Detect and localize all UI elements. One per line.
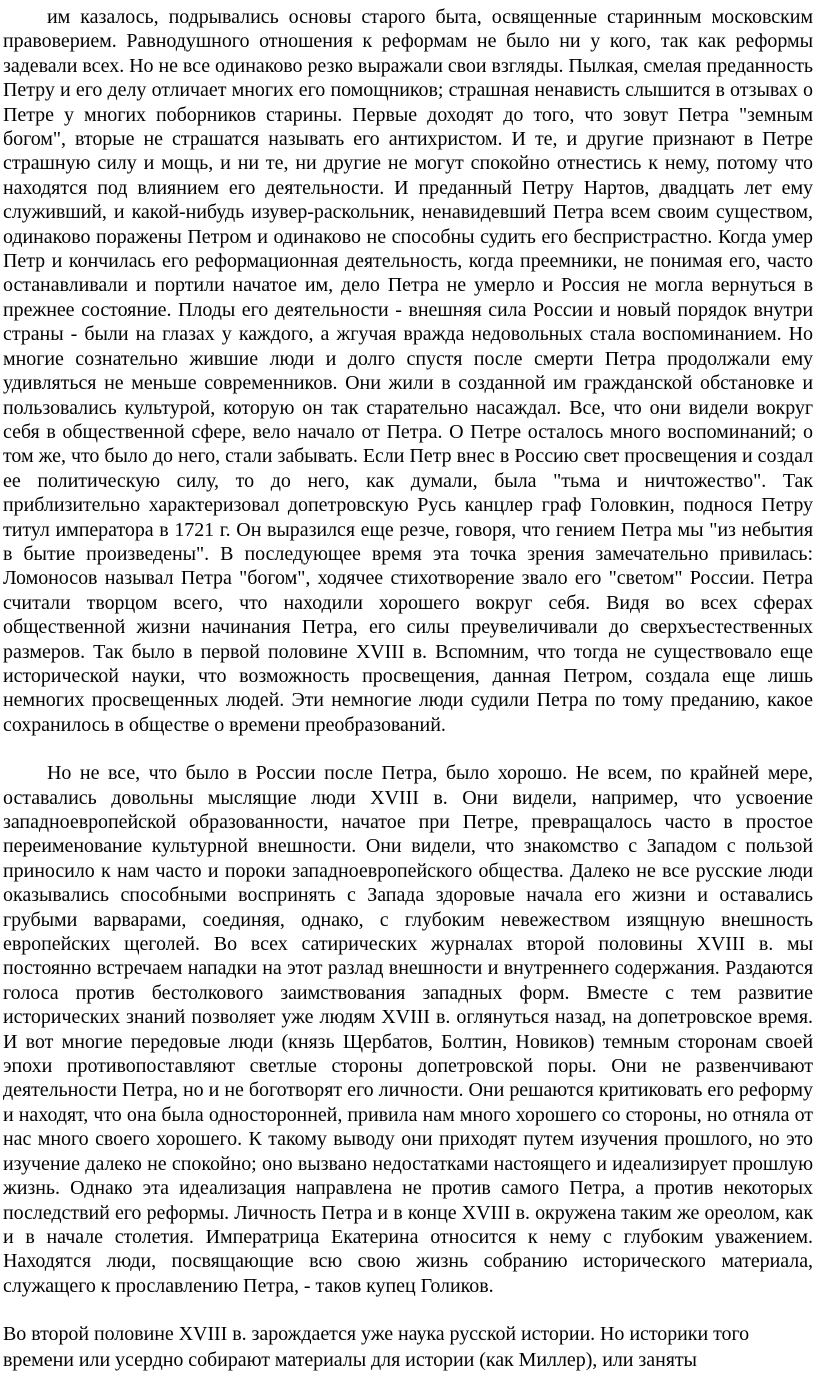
paragraph-1: им казалось, подрывались основы старого быта, освященные старинным московским правоверием. Равнодушного отношения к реформам не было ни у кого, так как реформы задевали всех. Но не все одинаково резко выражали свои взгляды. Пылкая, смелая преданность Петру и его делу отличает многих его помощников; страшная ненависть слышится в отзывах о Петре у многих поборников старины. Первые доходят до того, что зовут Петра "земным богом", вторые не страшатся называть его антихристом. И те, и другие признают в Петре страшную силу и мощь, и ни те, ни другие не могут спокойно отнестись к нему, потому что находятся под влиянием его деятельности. И преданный Петру Нартов, двадцать лет ему служивший, и какой-нибудь изувер-раскольник, ненавидевший Петра всем своим существом, одинаково поражены Петром и одинаково не способны судить его беспристрастно. Когда умер Петр и кончилась его реформационная деятельность, когда преемники, не понимая его, часто останавливали и портили начатое им, дело Петра не умерло и Россия не могла вернуться в прежнее состояние. Плоды его деятельности - внешняя сила России и новый порядок внутри страны - были на глазах у каждого, а жгучая вражда недовольных стала воспоминанием. Но многие сознательно жившие люди и долго спустя после смерти Петра продолжали ему удивляться не меньше современников. Они жили в созданной им гражданской обстановке и пользовались культурой, которую он так старательно насаждал. Все, что они видели вокруг себя в общественной сфере, вело начало от Петра. О Петре осталось много воспоминаний; о том же, что было до него, стали забывать. Если Петр внес в Россию свет просвещения и создал ее политическую силу, то до него, как думали, была "тьма и ничтожество". Так приблизительно характеризовал допетровскую Русь канцлер граф Головкин, поднося Петру титул императора в 1721 г. Он выразился еще резче, говоря, что гением Петра мы "из небытия в бытие произведены". В последующее время эта точка зрения замечательно привилась: Ломоносов называл Петра "богом", ходячее стихотворение звало его "светом" России. Петра считали творцом всего, что находили хорошего вокруг себя. Видя во всех сферах общественной жизни начинания Петра, его силы преувеличивали до сверхъестественных размеров. Так было в первой половине XVIII в. Вспомним, что тогда не существовало еще исторической науки, что возможность просвещения, данная Петром, создала еще лишь немногих просвещенных людей. Эти немногие люди судили Петра по тому преданию, какое сохранилось в обществе о времени преобразований. xyxy=(3,6,813,736)
paragraph-3: Во второй половине XVIII в. зарождается уже наука русской истории. Но историки того времени или усердно собирают материалы для истории (как Миллер), или заняты xyxy=(3,1323,750,1371)
paragraph-2: Но не все, что было в России после Петра, было хорошо. Не всем, по крайней мере, оставались довольны мыслящие люди XVIII в. Они видели, например, что усвоение западноевропейской образованности, начатое при Петре, превращалось часто в простое переименование культурной внешности. Они видели, что знакомство с Западом с пользой приносило к нам часто и пороки западноевропейского общества. Далеко не все русские люди оказывались способными воспринять с Запада здоровые начала его жизни и оставались грубыми варварами, соединяя, однако, с глубоким невежеством изящную внешность европейских щеголей. Во всех сатирических журналах второй половины XVIII в. мы постоянно встречаем нападки на этот разлад внешности и внутреннего содержания. Раздаются голоса против бестолкового заимствования западных форм. Вместе с тем развитие исторических знаний позволяет уже людям XVIII в. оглянуться назад, на допетровское время. И вот многие передовые люди (князь Щербатов, Болтин, Новиков) темным сторонам своей эпохи противопоставляют светлые стороны допетровской поры. Они не развенчивают деятельности Петра, но и не боготворят его личности. Они решаются критиковать его реформу и находят, что она была односторонней, привила нам много хорошего со стороны, но отняла от нас много своего хорошего. К такому выводу они приходят путем изучения прошлого, но это изучение далеко не спокойно; оно вызвано недостатками настоящего и идеализирует прошлую жизнь. Однако эта идеализация направлена не против самого Петра, а против некоторых последствий его реформы. Личность Петра и в конце XVIII в. окружена таким же ореолом, как и в начале столетия. Императрица Екатерина относится к нему с глубоким уважением. Находятся люди, посвящающие всю свою жизнь собранию исторического материала, служащего к прославлению Петра, - таков купец Голиков. xyxy=(3,762,813,1297)
